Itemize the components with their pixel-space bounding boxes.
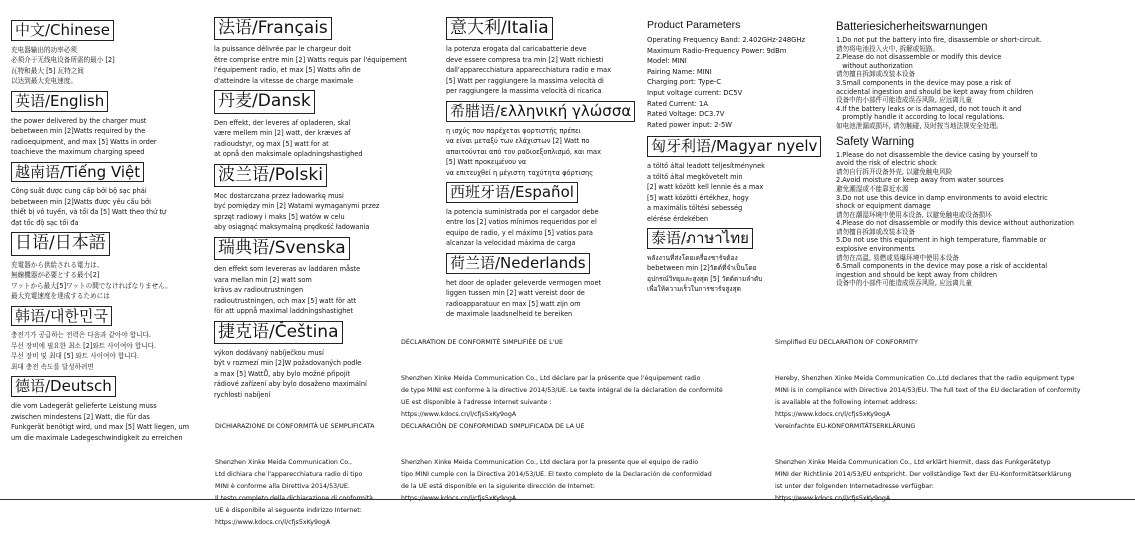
spec-line: Operating Frequency Band: 2.402GHz-248GHz <box>647 36 806 44</box>
declaration-body: Shenzhen Xinke Meida Communication Co., Ltd erklärt hiermit, dass das Funkgerätetyp MINI der Richtlinie 2014/53/EU entspricht. Der vollständige Text der EU-Konformitätserklärung ist unter der folgenden Internetadresse verfügbar: <box>775 459 1072 490</box>
bottom-divider <box>0 499 1135 500</box>
declaration-title: DÉCLARATION DE CONFORMITÉ SIMPLIFIÉE DE L'UE <box>401 339 563 346</box>
section-dutch <box>446 253 616 320</box>
section-greek <box>446 101 632 178</box>
language-text: den effekt som levereras av laddaren måste vara mellan min [2] watt som krävs av radioutrustningen radioutrustningen, och max [5] watt för att för att uppnå maximal laddningshastighet <box>214 265 361 315</box>
language-header: 波兰语/Polski <box>214 164 327 187</box>
column-5 <box>836 20 1132 288</box>
safety-warning-text: 1.Please do not disassemble the device casing by yourself to avoid the risk of electric shock 请勿自行拆开设备外壳, 以避免触电风险 2.Avoid moisture or keep away from water sources 避免潮湿或不能靠近水源 3.Do not use this device in damp environments to avoid electric shock or equipment damage 请勿在潮湿环境中使用本设备, 以避免触电或设备损坏 4.Please do not disassemble or modify this device without authorization 请勿擅自拆卸或改装本设备 5.Do not use this equipment in high temperature, flammable or explosive environments 请勿在高温, 易燃或易爆环境中使用本设备 6.Small components in the device may pose a risk of accidental ingestion and should be kept away from children 设备中的小部件可能造成误吞风险, 应远离儿童 <box>836 150 1074 288</box>
language-header: 日语/日本語 <box>11 232 110 255</box>
section-chinese <box>11 20 206 87</box>
language-header: 英语/English <box>11 91 108 112</box>
safety-warning-title: Safety Warning <box>836 135 915 148</box>
language-header: 韩语/대한민국 <box>11 306 112 327</box>
language-header: 瑞典语/Svenska <box>214 237 350 260</box>
section-german <box>11 376 206 443</box>
language-text: a töltő által leadott teljesítménynek a töltő által megkövetelt min [2] watt között kell lennie és a max [5] watt közötti értékhez, hogy a maximális töltési sebesség elérése érdekében <box>647 162 765 223</box>
language-text: Moc dostarczana przez ładowarkę musi być pomiędzy min [2] Watami wymaganymi przez sprzęt radiowy i maks [5] watów w celu aby osiągnąć maksymalną prędkość ładowania <box>214 191 380 232</box>
language-header: 泰语/ภาษาไทย <box>647 228 753 249</box>
spec-line: Rated power input: 2-5W <box>647 120 732 129</box>
declaration-body: Shenzhen Xinke Meida Communication Co., Ltd dichiara che l'apparecchiatura radio di tipo MINI è conforme alla Direttiva 2014/53/UE. UE è disponibile al seguente indirizzo Internet: https://www.kdocs.cn/l/cfjs5xKy9ogA <box>215 459 363 526</box>
battery-warnings-text: 1.Do not put the battery into fire, disassemble or short-circuit. 请勿将电池投入火中, 拆解或短路。 2.Please do not disassemble or modify this device without authorization 请勿擅自拆卸或改装本设备 3.Small components in the device may pose a risk of accidental ingestion and should be kept away from children 设备中的小部件可能造成误吞风险, 应远离儿童 4.If the battery leaks or is damaged, do not touch it and promptly handle it according to local regulations. 如电池泄漏或损坏, 请勿触碰, 及时按当地法规安全处理。 <box>836 36 1042 130</box>
language-header: 意大利/Italia <box>446 17 553 40</box>
declaration-title: DICHIARAZIONE DI CONFORMITÀ UE SEMPLIFICATA <box>215 423 375 430</box>
spec-line: Pairing Name: MINI <box>647 67 712 76</box>
section-polish <box>214 164 394 233</box>
section-thai <box>647 228 827 295</box>
language-text: la potencia suministrada por el cargador debe entre los [2] vatios mínimos requeridos por el equipo de radio, y el máximo [5] vatios para alcanzar la velocidad máxima de carga <box>446 207 599 248</box>
declaration-body: Hereby, Shenzhen Xinke Meida Communication Co.,Ltd declares that the radio equipment type MINI is in compliance with Directive 2014/53/EU. The full text of the EU declaration of conformity is available at the following internet address: https://www.kdocs.cn/l/cfjs5xKy9ogA <box>775 375 1081 418</box>
declaration-it <box>215 397 374 541</box>
language-header: 捷克语/Čeština <box>214 321 343 344</box>
section-french <box>214 17 407 86</box>
section-spanish <box>446 182 616 249</box>
declaration-body: Shenzhen Xinke Meida Communication Co., Ltd déclare par la présente que l'équipement radio de type MINI est conforme à la directive 2014/53/UE. Le texte intégral de la déclaration de conformité UE est disponible à l'adresse Internet suivante : https://www.kdocs.cn/l/cfjs5xKy9ogA <box>401 375 723 418</box>
safety-warning <box>836 135 1132 289</box>
section-vietnamese <box>11 162 206 229</box>
language-text: η ισχύς που παρέχεται φορτιστής πρέπει να είναι μεταξύ των ελάχιστων [2] Watt πο απαιτούνται από τον ραδιοεξοπλισμό, και max [5] Watt προκειμένου να να επιτευχθεί η μέγιστη ταχύτητα φόρτισης <box>446 126 602 177</box>
language-header: 丹麦/Dansk <box>214 90 315 113</box>
column-1 <box>11 20 206 447</box>
section-english <box>11 91 206 158</box>
product-parameters-title: Product Parameters <box>647 19 741 31</box>
language-text: Den effekt, der leveres af opladeren, skal være mellem min [2] watt, der kræves af radioudstyr, og max [5] watt for at at opnå den maksimale opladningshastighed <box>214 118 363 158</box>
section-italian <box>446 17 616 97</box>
language-text: พลังงานที่ส่งโดยเครื่องชาร์จต้อง bebetween min [2]วัตต์ที่จำเป็นโดย อุปกรณ์วิทยุและสูงสุด [5] วัตต์ตามลำดับ เพื่อให้ความเร็วในการชาร์จสูงสุด <box>647 253 763 294</box>
language-header: 希腊语/ελληνική γλώσσα <box>446 101 635 122</box>
language-text: 充电器输出的功率必须 必须介于无线电设备所需的最小 [2] 瓦特和最大 [5] 瓦特之间 以达到最大充电速度。 <box>11 45 115 86</box>
section-japanese <box>11 232 206 301</box>
spec-line: Input voltage current: DC5V <box>647 88 743 97</box>
language-text: the power delivered by the charger must bebetween min [2]Watts required by the radioequipment, and max [5] Watts in order toachieve the maximum charging speed <box>11 116 157 156</box>
battery-warnings <box>836 20 1132 131</box>
language-text: het door de oplader geleverde vermogen moet liggen tussen min [2] watt vereist door de radioapparatuur en max [5] watt zijn om de maximale laadsnelheid te bereiken <box>446 278 602 318</box>
language-header: 西班牙语/Español <box>446 182 578 203</box>
product-parameters <box>647 19 827 130</box>
declaration-title: Vereinfachte EU-KONFORMITÄTSERKLÄRUNG <box>775 423 916 430</box>
language-text: la puissance délivrée par le chargeur doit être comprise entre min [2] Watts requis par l'équipement l'équipement radio, et max [5] Watts afin de d'atteindre la vitesse de charge maximale <box>214 45 407 85</box>
declaration-title: DECLARACIÓN DE CONFORMIDAD SIMPLIFICADA DE LA UE <box>401 423 585 430</box>
column-2 <box>214 17 407 404</box>
language-text: 충전기가 공급하는 전력은 다음과 같아야 합니다. 무선 장비에 필요한 최소 [2]와트 사이여야 합니다. 무선 장비 및 최대 [5] 와트 사이여야 합니다. 최대 충전 속도를 달성하려면 <box>11 331 157 371</box>
section-hungarian <box>647 136 827 224</box>
column-3 <box>446 17 632 324</box>
language-header: 中文/Chinese <box>11 20 114 41</box>
language-text: 充電器から供給される電力は、 無線機器が必要とする最小[2] ワットから最大[5]ワットの間でなければなりません。 最大充電速度を達成するためには <box>11 260 172 300</box>
spec-line: Maximum Radio-Frequency Power: 9dBm <box>647 46 787 55</box>
column-4 <box>647 19 827 299</box>
language-text: la potenza erogata dal caricabatterie deve deve essere compresa tra min [2] Watt richiesti dall'apparecchiatura apparecchiatura radio e max [5] Watt per raggiungere la massima velocità di per raggiungere la massima velocità di ricarica <box>446 45 612 96</box>
section-korean <box>11 306 206 373</box>
spec-line: Rated Voltage: DC3.7V <box>647 110 725 119</box>
declaration-title: Simplified EU DECLARATION OF CONFORMITY <box>775 339 918 346</box>
language-text: Công suất được cung cấp bởi bộ sạc phải bebetween min [2]Watts được yêu cầu bởi thiết bị vô tuyến, và tối đa [5] Watt theo thứ tự đạt tốc độ sạc tối đa <box>11 187 167 227</box>
spec-line: Model: MINI <box>647 57 687 66</box>
language-text: výkon dodávaný nabíječkou musí být v rozmezí min [2]W požadovaných podle a max [5] WattŮ, aby bylo možné připojit rádiové zařízení aby bylo dosaženo maximální rychlosti nabíjení <box>214 348 367 399</box>
declaration-body: Shenzhen Xinke Meida Communication Co., Ltd declara por la presente que el equipo de radio tipo MINI cumple con la Directiva 2014/53/UE. El texto completo de la Declaración de conformidad de la UE está disponible en la siguiente dirección de Internet: <box>401 459 712 490</box>
spec-line: Charging port: Type-C <box>647 78 722 87</box>
language-header: 匈牙利语/Magyar nyelv <box>647 136 821 157</box>
section-czech <box>214 321 394 401</box>
battery-warnings-title: Batteriesicherheitswarnungen <box>836 21 988 33</box>
language-header: 越南语/Tiếng Việt <box>11 162 144 183</box>
language-header: 德语/Deutsch <box>11 376 116 397</box>
section-danish <box>214 90 394 159</box>
language-header: 法语/Français <box>214 17 332 40</box>
section-swedish <box>214 237 394 317</box>
spec-line: Rated Current: 1A <box>647 99 709 108</box>
language-text: die vom Ladegerät gelieferte Leistung muss zwischen mindestens [2] Watt, die für das Funkgerät benötigt wird, und max [5] Watt liegen, um um die maximale Ladegeschwindigkeit zu erreichen <box>11 402 190 442</box>
language-header: 荷兰语/Nederlands <box>446 253 590 274</box>
